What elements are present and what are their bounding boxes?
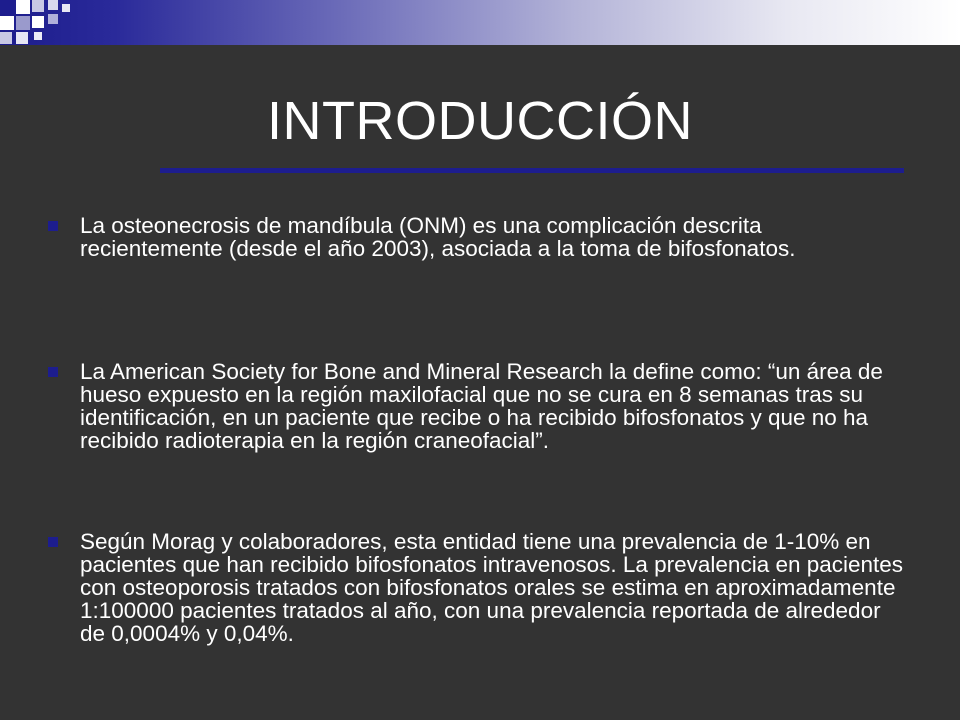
decor-square	[16, 32, 28, 44]
decor-square	[48, 0, 58, 10]
bullet-item	[48, 530, 908, 645]
bullet-item	[48, 360, 908, 452]
header-gradient-band	[0, 0, 960, 45]
square-bullet-icon	[48, 537, 58, 547]
decor-square	[32, 0, 44, 12]
bullet-item	[48, 214, 908, 260]
square-bullet-icon	[48, 221, 58, 231]
decor-square	[34, 32, 42, 40]
bullet-text: La osteonecrosis de mandíbula (ONM) es una complicación descrita recientemente (desde el año 2003), asociada a la toma de bifosfonatos.	[80, 213, 796, 261]
title-underline	[160, 168, 904, 173]
decor-square	[0, 0, 14, 14]
decor-square	[16, 16, 30, 30]
slide-title: INTRODUCCIÓN	[267, 91, 693, 151]
bullet-text: La American Society for Bone and Mineral Research la define como: “un área de hueso expuesto en la región maxilofacial que no se cura en 8 semanas tras su identificación, en un paciente que recibe o ha recibido bifosfonatos y que no ha recibido radioterapia en la región craneofacial”.	[80, 359, 883, 453]
square-bullet-icon	[48, 367, 58, 377]
bullet-text: Según Morag y colaboradores, esta entidad tiene una prevalencia de 1-10% en pacientes que han recibido bifosfonatos intravenosos. La prevalencia en pacientes con osteoporosis tratados con bifosfonatos orales se estima en aproximadamente 1:100000 pacientes tratados al año, con una prevalencia reportada de alrededor de 0,0004% y 0,04%.	[80, 529, 904, 646]
decor-square	[62, 4, 70, 12]
decor-square	[32, 16, 44, 28]
decor-square	[0, 16, 14, 30]
decor-square	[0, 32, 12, 44]
decor-square	[48, 14, 58, 24]
decor-square	[16, 0, 30, 14]
